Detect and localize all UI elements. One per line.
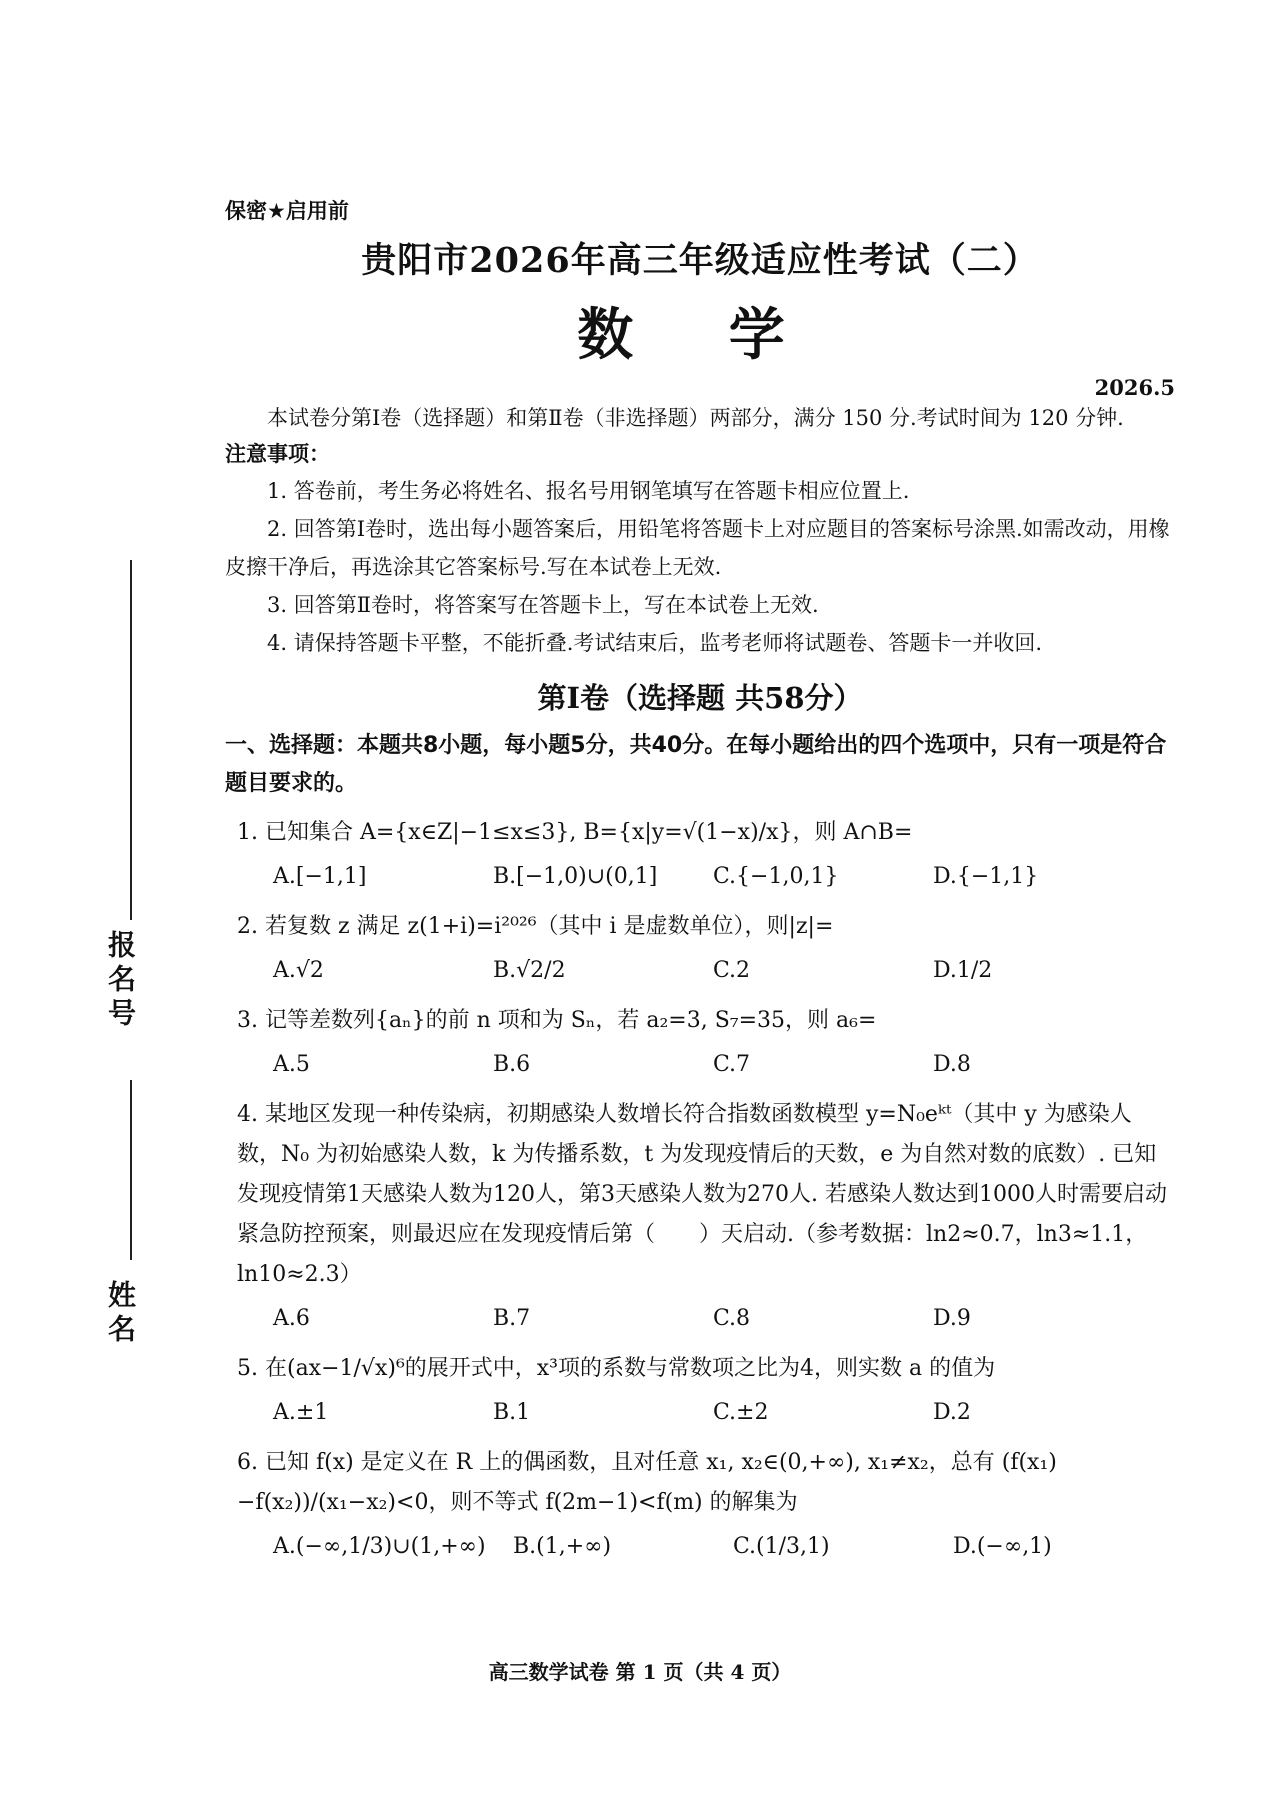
option-d: D.8 bbox=[933, 1052, 971, 1077]
option-d: D.1/2 bbox=[933, 958, 993, 983]
option-c: C.{−1,0,1} bbox=[713, 864, 839, 889]
option-c: C.±2 bbox=[713, 1400, 769, 1425]
exam-number-label: 报名号 bbox=[104, 930, 137, 1032]
option-b: B.[−1,0)∪(0,1] bbox=[493, 864, 658, 889]
question-3 bbox=[225, 1001, 1175, 1085]
option-a: A.6 bbox=[273, 1306, 310, 1331]
option-a: A.±1 bbox=[273, 1400, 329, 1425]
note-item: 2. 回答第Ⅰ卷时，选出每小题答案后，用铅笔将答题卡上对应题目的答案标号涂黑.如需改动，用橡皮擦干净后，再选涂其它答案标号.写在本试卷上无效. bbox=[225, 517, 1170, 579]
question-list bbox=[225, 813, 1175, 1567]
question-stem: 5. 在(ax−1/√x)⁶的展开式中，x³项的系数与常数项之比为4，则实数 a 的值为 bbox=[237, 1356, 996, 1381]
option-a: A.5 bbox=[273, 1052, 310, 1077]
confidential-mark: 保密★启用前 bbox=[225, 199, 349, 223]
option-d: D.2 bbox=[933, 1400, 971, 1425]
options-row bbox=[225, 1393, 1175, 1433]
question-stem: 4. 某地区发现一种传染病，初期感染人数增长符合指数函数模型 y=N₀eᵏᵗ（其中 y 为感染人数，N₀ 为初始感染人数，k 为传播系数，t 为发现疫情后的天数，e 为自然对数的底数）. 已知发现疫情第1天感染人数为120人，第3天感染人数为270人. 若感染人数达到1000人时需要启动紧急防控预案，则最迟应在发现疫情后第（ ）天启动.（参考数据：ln2≈0.7，ln3≈1.1，ln10≈2.3） bbox=[237, 1102, 1167, 1287]
option-d: D.{−1,1} bbox=[933, 864, 1039, 889]
notes-list bbox=[225, 472, 1175, 662]
question-stem: 3. 记等差数列{aₙ}的前 n 项和为 Sₙ，若 a₂=3, S₇=35，则 a₆= bbox=[237, 1008, 877, 1033]
option-c: C.8 bbox=[713, 1306, 751, 1331]
option-b: B.√2/2 bbox=[493, 958, 566, 983]
exam-number-line[interactable] bbox=[130, 560, 132, 920]
question-stem: 1. 已知集合 A={x∈Z|−1≤x≤3}, B={x|y=√(1−x)/x}，则 A∩B= bbox=[237, 820, 913, 845]
note-item: 1. 答卷前，考生务必将姓名、报名号用钢笔填写在答题卡相应位置上. bbox=[267, 479, 910, 503]
option-d: D.9 bbox=[933, 1306, 971, 1331]
intro-text: 本试卷分第Ⅰ卷（选择题）和第Ⅱ卷（非选择题）两部分，满分 150 分.考试时间为 120 分钟. bbox=[267, 406, 1124, 430]
option-b: B.1 bbox=[493, 1400, 531, 1425]
question-6 bbox=[225, 1443, 1175, 1567]
options-row bbox=[225, 1045, 1175, 1085]
option-a: A.√2 bbox=[273, 958, 324, 983]
option-c: C.7 bbox=[713, 1052, 751, 1077]
option-c: C.(1/3,1) bbox=[733, 1534, 830, 1559]
exam-title: 贵阳市2026年高三年级适应性考试（二） bbox=[361, 240, 1039, 281]
question-stem: 2. 若复数 z 满足 z(1+i)=i²⁰²⁶（其中 i 是虚数单位），则|z|= bbox=[237, 914, 834, 939]
options-row bbox=[225, 1299, 1175, 1339]
option-d: D.(−∞,1) bbox=[953, 1534, 1052, 1559]
options-row bbox=[225, 1527, 1175, 1567]
name-label: 姓名 bbox=[104, 1280, 137, 1348]
name-line[interactable] bbox=[130, 1080, 132, 1260]
note-item: 3. 回答第Ⅱ卷时，将答案写在答题卡上，写在本试卷上无效. bbox=[267, 593, 819, 617]
question-2 bbox=[225, 907, 1175, 991]
option-b: B.6 bbox=[493, 1052, 531, 1077]
question-5 bbox=[225, 1349, 1175, 1433]
options-row bbox=[225, 857, 1175, 897]
exam-page bbox=[225, 195, 1175, 1567]
page-footer: 高三数学试卷 第 1 页（共 4 页） bbox=[488, 1660, 792, 1684]
question-1 bbox=[225, 813, 1175, 897]
option-b: B.7 bbox=[493, 1306, 531, 1331]
options-row bbox=[225, 951, 1175, 991]
option-b: B.(1,+∞) bbox=[513, 1534, 612, 1559]
notes-heading: 注意事项： bbox=[225, 442, 330, 466]
option-a: A.(−∞,1/3)∪(1,+∞) bbox=[273, 1534, 486, 1559]
option-c: C.2 bbox=[713, 958, 751, 983]
section-title: 第Ⅰ卷（选择题 共58分） bbox=[537, 681, 863, 715]
note-item: 4. 请保持答题卡平整，不能折叠.考试结束后，监考老师将试题卷、答题卡一并收回. bbox=[267, 631, 1043, 655]
subject-title: 数 学 bbox=[577, 302, 823, 368]
question-stem: 6. 已知 f(x) 是定义在 R 上的偶函数，且对任意 x₁, x₂∈(0,+∞), x₁≠x₂，总有 (f(x₁)−f(x₂))/(x₁−x₂)<0，则不等式 f(2m−1)<f(m) 的解集为 bbox=[237, 1450, 1057, 1515]
option-a: A.[−1,1] bbox=[273, 864, 367, 889]
part-heading: 一、选择题：本题共8小题，每小题5分，共40分。在每小题给出的四个选项中，只有一项是符合题目要求的。 bbox=[225, 733, 1167, 796]
question-4 bbox=[225, 1095, 1175, 1339]
exam-date: 2026.5 bbox=[1094, 375, 1175, 400]
